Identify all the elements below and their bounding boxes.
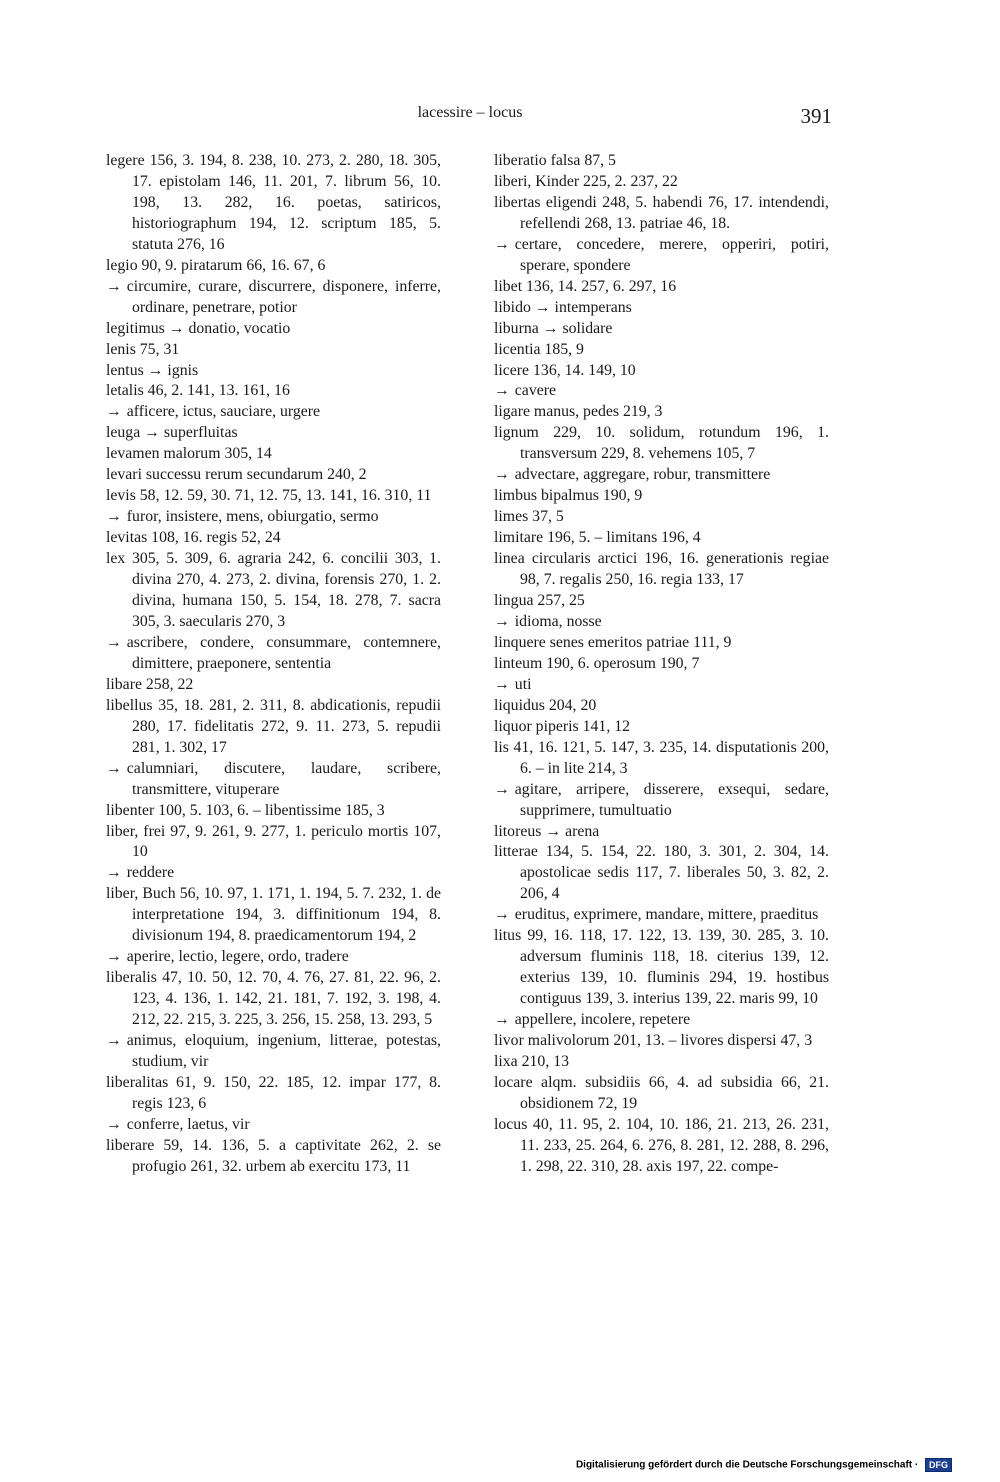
index-entry: limes 37, 5 bbox=[494, 508, 564, 526]
cross-reference bbox=[106, 1031, 441, 1073]
index-entry: lis 41, 16. 121, 5. 147, 3. 235, 14. disputationis 200, 6. – in lite 214, 3 bbox=[494, 738, 829, 777]
index-entry: licere 136, 14. 149, 10 bbox=[494, 361, 636, 379]
cross-reference bbox=[106, 402, 441, 423]
index-entry: legere 156, 3. 194, 8. 238, 10. 273, 2. 280, 18. 305, 17. epistolam 146, 11. 201, 7. librum 56, 10. 198, 13. 282, 16. poetas, satiricos, historiographum 194, 12. scriptum 185, 5. statuta 276, 16 bbox=[106, 152, 441, 253]
arrow-right-icon: → bbox=[494, 612, 510, 630]
page-number: 391 bbox=[800, 104, 832, 128]
cross-reference bbox=[106, 947, 441, 968]
cross-reference bbox=[106, 1115, 441, 1136]
arrow-right-icon: → bbox=[106, 948, 122, 966]
arrow-right-icon: → bbox=[106, 759, 122, 777]
cross-reference-text: uti bbox=[514, 675, 532, 693]
arrow-right-icon: → bbox=[494, 906, 510, 924]
cross-reference bbox=[106, 863, 441, 884]
index-entry: levari successu rerum secundarum 240, 2 bbox=[106, 466, 367, 484]
cross-reference-text: idioma, nosse bbox=[514, 612, 602, 630]
index-entry: liberalitas 61, 9. 150, 22. 185, 12. impar 177, 8. regis 123, 6 bbox=[106, 1073, 441, 1112]
arrow-right-icon: → bbox=[106, 403, 122, 421]
index-entry: licentia 185, 9 bbox=[494, 340, 584, 358]
index-entry: liberatio falsa 87, 5 bbox=[494, 152, 616, 169]
index-entry: levamen malorum 305, 14 bbox=[106, 445, 272, 463]
index-entry: liberalis 47, 10. 50, 12. 70, 4. 76, 27. 81, 22. 96, 2. 123, 4. 136, 1. 142, 21. 181, 7. 192, 3. 198, 4. 212, 22. 215, 3. 225, 3. 256, 15. 258, 13. 293, 5 bbox=[106, 969, 441, 1029]
arrow-right-icon: → bbox=[106, 508, 122, 526]
index-entry: litterae 134, 5. 154, 22. 180, 3. 301, 2. 304, 14. apostolicae sedis 117, 7. liberales 50, 3. 82, 2. 206, 4 bbox=[494, 843, 829, 903]
index-entry: linteum 190, 6. operosum 190, 7 bbox=[494, 654, 700, 672]
cross-reference bbox=[106, 759, 441, 801]
cross-reference-text: appellere, incolere, repetere bbox=[514, 1011, 691, 1029]
arrow-right-icon: → bbox=[494, 235, 510, 253]
index-entry: locare alqm. subsidiis 66, 4. ad subsidia 66, 21. obsidionem 72, 19 bbox=[494, 1073, 829, 1112]
index-entry: linea circularis arctici 196, 16. generationis regiae 98, 7. regalis 250, 16. regia 133, 17 bbox=[494, 550, 829, 589]
index-entry: linquere senes emeritos patriae 111, 9 bbox=[494, 633, 732, 651]
index-entry: liburna → solidare bbox=[494, 319, 613, 337]
cross-reference-text: eruditus, exprimere, mandare, mittere, praeditus bbox=[514, 906, 819, 924]
index-entry: lentus → ignis bbox=[106, 361, 199, 379]
running-head: lacessire – locus bbox=[417, 104, 523, 121]
arrow-right-icon: → bbox=[106, 277, 122, 295]
index-entry: liberare 59, 14. 136, 5. a captivitate 262, 2. se profugio 261, 32. urbem ab exercitu 173, 11 bbox=[106, 1136, 441, 1175]
index-entry: liquidus 204, 20 bbox=[494, 696, 597, 714]
index-entry: lixa 210, 13 bbox=[494, 1052, 570, 1070]
index-entry: libenter 100, 5. 103, 6. – libentissime 185, 3 bbox=[106, 801, 385, 819]
arrow-right-icon: → bbox=[106, 633, 122, 651]
index-entry: libare 258, 22 bbox=[106, 675, 194, 693]
index-entry: libido → intemperans bbox=[494, 298, 632, 316]
index-entry: levitas 108, 16. regis 52, 24 bbox=[106, 529, 281, 547]
cross-reference-text: circumire, curare, discurrere, disponere, inferre, ordinare, penetrare, potior bbox=[126, 277, 441, 316]
cross-reference bbox=[494, 235, 829, 277]
index-entry: liber, frei 97, 9. 261, 9. 277, 1. periculo mortis 107, 10 bbox=[106, 822, 441, 861]
index-entry: locus 40, 11. 95, 2. 104, 10. 186, 21. 213, 26. 231, 11. 233, 25. 264, 6. 276, 8. 281, 12. 288, 8. 296, 1. 298, 22. 310, 28. axis 197, 22. compe- bbox=[494, 1115, 829, 1175]
digitization-footer bbox=[576, 1458, 952, 1472]
index-entry: libertas eligendi 248, 5. habendi 76, 17. intendendi, refellendi 268, 13. patriae 46, 18. bbox=[494, 193, 829, 232]
cross-reference-text: afficere, ictus, sauciare, urgere bbox=[126, 403, 321, 421]
arrow-right-icon: → bbox=[494, 1011, 510, 1029]
cross-reference bbox=[106, 633, 441, 675]
index-entry: lingua 257, 25 bbox=[494, 592, 585, 610]
cross-reference-text: agitare, arripere, disserere, exsequi, sedare, supprimere, tumultuatio bbox=[514, 780, 829, 819]
cross-reference bbox=[494, 780, 829, 822]
cross-reference-text: aperire, lectio, legere, ordo, tradere bbox=[126, 948, 349, 966]
cross-reference bbox=[494, 381, 829, 402]
footer-text: Digitalisierung gefördert durch die Deutsche Forschungsgemeinschaft · bbox=[575, 1459, 919, 1471]
cross-reference-text: calumniari, discutere, laudare, scribere, transmittere, vituperare bbox=[126, 759, 441, 798]
left-column bbox=[106, 151, 441, 1178]
cross-reference bbox=[494, 465, 829, 486]
cross-reference bbox=[494, 905, 829, 926]
cross-reference bbox=[106, 277, 441, 319]
index-entry: libet 136, 14. 257, 6. 297, 16 bbox=[494, 277, 677, 295]
right-column bbox=[494, 151, 829, 1178]
cross-reference bbox=[494, 612, 829, 633]
index-entry: libellus 35, 18. 281, 2. 311, 8. abdicationis, repudii 280, 17. fidelitatis 272, 9. 11. 273, 5. repudii 281, 1. 302, 17 bbox=[106, 696, 441, 756]
index-entry: liberi, Kinder 225, 2. 237, 22 bbox=[494, 172, 678, 190]
index-entry: ligare manus, pedes 219, 3 bbox=[494, 403, 663, 421]
cross-reference-text: conferre, laetus, vir bbox=[126, 1115, 250, 1133]
index-entry: lenis 75, 31 bbox=[106, 340, 180, 358]
cross-reference-text: certare, concedere, merere, opperiri, potiri, sperare, spondere bbox=[514, 235, 829, 274]
index-entry: limitare 196, 5. – limitans 196, 4 bbox=[494, 529, 701, 547]
index-entry: lignum 229, 10. solidum, rotundum 196, 1. transversum 229, 8. vehemens 105, 7 bbox=[494, 424, 829, 463]
cross-reference-text: reddere bbox=[126, 864, 175, 882]
dfg-logo-icon: DFG bbox=[925, 1458, 952, 1472]
index-entry: liber, Buch 56, 10. 97, 1. 171, 1. 194, 5. 7. 232, 1. de interpretatione 194, 3. diffinitionum 194, 8. divisionum 194, 8. praedicamentorum 194, 2 bbox=[106, 885, 441, 945]
cross-reference bbox=[494, 675, 829, 696]
cross-reference-text: furor, insistere, mens, obiurgatio, sermo bbox=[126, 508, 379, 526]
cross-reference-text: ascribere, condere, consummare, contemnere, dimittere, praeponere, sententia bbox=[126, 633, 441, 672]
cross-reference-text: cavere bbox=[514, 382, 557, 400]
index-entry: letalis 46, 2. 141, 13. 161, 16 bbox=[106, 382, 290, 400]
cross-reference-text: advectare, aggregare, robur, transmittere bbox=[514, 466, 771, 484]
arrow-right-icon: → bbox=[106, 1115, 122, 1133]
index-entry: limbus bipalmus 190, 9 bbox=[494, 487, 643, 505]
arrow-right-icon: → bbox=[106, 1032, 122, 1050]
arrow-right-icon: → bbox=[494, 466, 510, 484]
index-entry: litus 99, 16. 118, 17. 122, 13. 139, 30. 285, 3. 10. adversum fluminis 118, 18. citerius 139, 12. exterius 139, 10. fluminis 294, 19. hostibus contiguus 139, 3. interius 139, 22. maris 99, 10 bbox=[494, 927, 829, 1008]
index-entry: livor malivolorum 201, 13. – livores dispersi 47, 3 bbox=[494, 1032, 813, 1050]
index-entry: litoreus → arena bbox=[494, 822, 600, 840]
cross-reference-text: animus, eloquium, ingenium, litterae, potestas, studium, vir bbox=[126, 1032, 441, 1070]
index-entry: legitimus → donatio, vocatio bbox=[106, 319, 291, 337]
index-entry: lex 305, 5. 309, 6. agraria 242, 6. concilii 303, 1. divina 270, 4. 273, 2. divina, forensis 270, 1. 2. divina, humana 150, 5. 154, 18. 278, 7. sacra 305, 3. saecularis 270, 3 bbox=[106, 550, 441, 630]
index-entry: levis 58, 12. 59, 30. 71, 12. 75, 13. 141, 16. 310, 11 bbox=[106, 487, 432, 505]
cross-reference bbox=[494, 1010, 829, 1031]
index-entry: legio 90, 9. piratarum 66, 16. 67, 6 bbox=[106, 256, 326, 274]
index-entry: liquor piperis 141, 12 bbox=[494, 717, 631, 735]
arrow-right-icon: → bbox=[494, 382, 510, 400]
index-entry: leuga → superfluitas bbox=[106, 424, 238, 442]
cross-reference bbox=[106, 507, 441, 528]
arrow-right-icon: → bbox=[106, 864, 122, 882]
arrow-right-icon: → bbox=[494, 780, 510, 798]
arrow-right-icon: → bbox=[494, 675, 510, 693]
